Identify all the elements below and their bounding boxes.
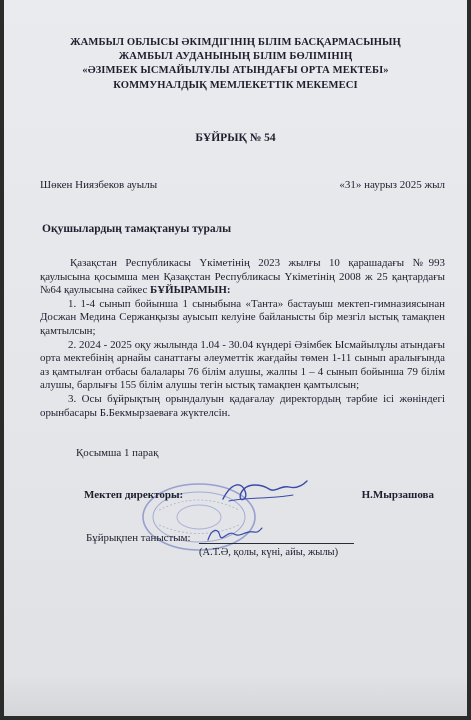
intro-command: БҰЙЫРАМЫН: [150, 284, 231, 297]
document-page [4, 0, 467, 716]
director-signature-icon [219, 475, 309, 509]
intro-text: Қазақстан Республикасы Үкіметінің 2023 жылғы 10 қарашадағы №993 қаулысына қосымша мен Қазақстан Республикасы Үкіметінің 2008 ж 25 қаңтардағы №64 қаулысына сәйкес [40, 257, 445, 297]
document-header [4, 36, 467, 93]
header-line-4: КОММУНАЛДЫҚ МЕМЛЕКЕТТІК МЕКЕМЕСІ [113, 79, 358, 91]
acknowledgement-hint: (А.Т.Ә, қолы, күні, айы, жылы) [199, 547, 339, 558]
order-date: «31» наурыз 2025 жыл [339, 179, 445, 191]
acknowledgement-label: Бұйрықпен таныстым: [86, 532, 191, 544]
place-name: Шөкен Ниязбеков ауылы [40, 179, 158, 191]
director-label: Мектеп директоры: [84, 489, 184, 501]
order-body [40, 257, 445, 420]
order-item-2: 2. 2024 - 2025 оқу жылында 1.04 - 30.04 күндері Әзімбек Ысмайылұлы атындағы орта мектебінің арнайы санаттағы әлеуметтік жағдайы төмен 1-11 сынып аралығында аз қамтылған отбасы балалары 76 білім алушы, жалпы 1 – 4 сынып бойынша 79 білім алушы, барлығы 155 білім алушы тегін ыстық тамақпен қамтылсын; [40, 338, 445, 392]
order-subject: Оқушылардың тамақтануы туралы [42, 223, 232, 235]
acknowledgement-line [199, 543, 354, 544]
header-line-3: «ӘЗІМБЕК ЫСМАЙЫЛҰЛЫ АТЫНДАҒЫ ОРТА МЕКТЕБІ» [82, 65, 389, 77]
intro-paragraph [40, 257, 445, 298]
order-title: БҰЙРЫҚ № 54 [195, 132, 276, 144]
order-item-3: 3. Осы бұйрықтың орындалуын қадағалау директордың тәрбие ісі жөніндегі орынбасары Б.Бекмырзаеваға жүктелсін. [40, 392, 445, 419]
annex-note: Қосымша 1 парақ [76, 447, 159, 459]
page-shadow [4, 676, 467, 716]
signer-name: Н.Мырзашова [361, 489, 434, 501]
director-signature-row [84, 485, 434, 525]
header-line-1: ЖАМБЫЛ ОБЛЫСЫ ӘКІМДІГІНІҢ БІЛІМ БАСҚАРМАСЫНЫҢ [70, 37, 401, 48]
header-line-2: ЖАМБЫЛ АУДАНЫНЫҢ БІЛІМ БӨЛІМІНІҢ [118, 51, 353, 63]
order-item-1: 1. 1-4 сынып бойынша 1 сыныбына «Танта» бастауыш мектеп-гимназиясынан Досжан Медина Сержанқызы ауысып келуіне байланысты бір мезгіл ыстық тамақпен қамтылсын; [40, 297, 445, 337]
